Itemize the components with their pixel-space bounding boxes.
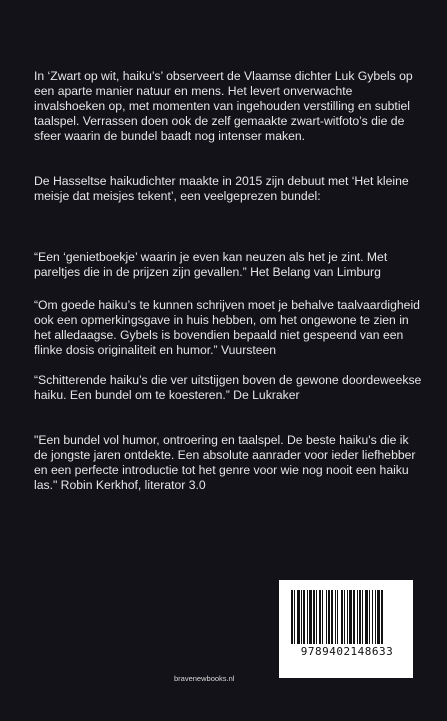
barcode-bar	[335, 590, 336, 644]
isbn-number: 9789402148633	[300, 645, 394, 658]
barcode-bar	[365, 590, 368, 644]
barcode-bar	[349, 590, 352, 644]
barcode-bar	[294, 590, 295, 644]
barcode-bar	[359, 590, 361, 644]
barcode-bar	[297, 590, 300, 644]
barcode-bar	[369, 590, 370, 644]
barcode-bar	[313, 590, 315, 644]
barcode-bar	[381, 590, 383, 644]
barcode-bar	[301, 590, 302, 644]
barcode-bar	[372, 590, 373, 644]
barcode-bar	[337, 590, 338, 644]
barcode-bar	[309, 590, 312, 644]
review-quote: “Om goede haiku’s te kunnen schrijven moet je behalve taalvaardigheid ook een opmerkingsgave in huis hebben, om het ongewone te zien in het alledaagse. Gybels is bovendien bepaald niet gespeend van een flinke dosis originaliteit en humor.” Vuursteen	[34, 298, 420, 357]
debut-paragraph: De Hasseltse haikudichter maakte in 2015 zijn debuut met ‘Het kleine meisje dat meisjes tekent’, een veelgeprezen bundel:	[34, 174, 409, 203]
barcode-bar	[307, 590, 308, 644]
publisher-url: bravenewbooks.nl	[174, 674, 235, 683]
barcode-bar	[375, 590, 376, 644]
barcode-bar	[291, 590, 293, 644]
barcode-bar	[322, 590, 323, 644]
barcode-bar	[362, 590, 363, 644]
barcode-bar	[347, 590, 348, 644]
intro-paragraph: In ‘Zwart op wit, haiku’s’ observeert de Vlaamse dichter Luk Gybels op een aparte manier natuur en mens. Het levert onverwachte invalshoeken op, met momenten van ingehouden verstilling en subtiel taalspel. Verrassen doen ook de zelf gemaakte zwart-witfoto’s die de sfeer waarin de bundel baadt nog intenser maken.	[34, 69, 413, 143]
barcode-bar	[344, 590, 345, 644]
barcode-bar	[316, 590, 317, 644]
barcode-bar	[341, 590, 343, 644]
isbn-barcode	[279, 580, 413, 678]
review-quote: “Een ‘genietboekje’ waarin je even kan neuzen als het je zint. Met pareltjes die in de prijzen zijn gevallen.” Het Belang van Limburg	[34, 250, 388, 279]
barcode-bar	[377, 590, 380, 644]
review-quote: “Schitterende haiku’s die ver uitstijgen boven de gewone doordeweekse haiku. Een bundel om te koesteren.” De Lukraker	[34, 373, 422, 402]
barcode-bar	[328, 590, 330, 644]
barcode-bar	[353, 590, 355, 644]
barcode-bar	[326, 590, 327, 644]
barcode-bar	[303, 590, 305, 644]
barcode-bars	[289, 590, 403, 646]
review-quote: "Een bundel vol humor, ontroering en taalspel. De beste haiku's die ik de jongste jaren ontdekte. Een absolute aanrader voor ieder liefhebber en een perfecte introductie tot het genre voor wie nog nooit een haiku las." Robin Kerkhof, literator 3.0	[34, 433, 416, 492]
barcode-bar	[331, 590, 333, 644]
barcode-bar	[357, 590, 358, 644]
barcode-bar	[319, 590, 321, 644]
